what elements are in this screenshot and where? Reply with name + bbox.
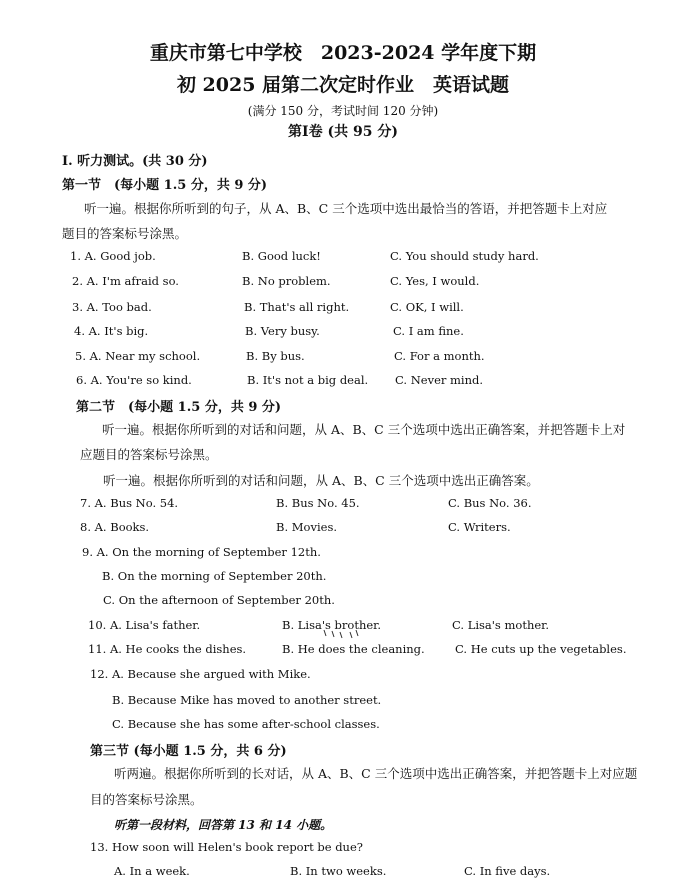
q13-stem: 13. How soon will Helen's book report be due? — [90, 840, 363, 854]
q13-option-b: B. In two weeks. — [290, 864, 387, 878]
q8-option-a: 8. A. Books. — [80, 520, 150, 534]
q5-option-c: C. For a month. — [394, 349, 485, 363]
q7-option-c: C. Bus No. 36. — [448, 496, 532, 510]
q5-option-a: 5. A. Near my school. — [75, 349, 201, 363]
exam-score-note: (满分 150 分，考试时间 120 分钟) — [247, 104, 439, 118]
q7-option-b: B. Bus No. 45. — [276, 496, 360, 510]
exam-title-line2: 初 2025 届第二次定时作业 英语试题 — [176, 74, 510, 96]
q4-option-a: 4. A. It's big. — [74, 324, 149, 338]
q12-option-b: B. Because Mike has moved to another street. — [112, 693, 382, 707]
q10-option-b: B. Lisa's brother. — [282, 618, 382, 632]
q6-option-b: B. It's not a big deal. — [247, 373, 369, 387]
material-1-note: 听第一段材料，回答第 13 和 14 小题。 — [114, 818, 333, 832]
q2-option-a: 2. A. I'm afraid so. — [72, 274, 179, 288]
q11-option-a: 11. A. He cooks the dishes. — [88, 642, 247, 656]
q10-option-c: C. Lisa's mother. — [452, 618, 550, 632]
q2-option-b: B. No problem. — [242, 274, 331, 288]
subsection-3-heading: 第三节 (每小题 1.5 分，共 6 分) — [90, 744, 287, 759]
subsection-1-instruction-line1: 听一遍。根据你所听到的句子，从 A、B、C 三个选项中选出最恰当的答语，并把答题卡上对应 — [84, 201, 608, 216]
exam-title-line1: 重庆市第七中学校 2023-2024 学年度下期 — [149, 42, 537, 64]
q7-option-a: 7. A. Bus No. 54. — [80, 496, 179, 510]
q5-option-b: B. By bus. — [246, 349, 305, 363]
section-listening-heading: I. 听力测试。(共 30 分) — [62, 154, 208, 169]
q8-option-c: C. Writers. — [448, 520, 511, 534]
q3-option-a: 3. A. Too bad. — [72, 300, 152, 314]
q8-option-b: B. Movies. — [276, 520, 337, 534]
q4-option-b: B. Very busy. — [245, 324, 320, 338]
subsection-3-instruction-line2: 目的答案标号涂黑。 — [90, 792, 203, 807]
q10-option-a: 10. A. Lisa's father. — [88, 618, 201, 632]
subsection-1-heading: 第一节 (每小题 1.5 分，共 9 分) — [62, 178, 268, 193]
q9-option-c: C. On the afternoon of September 20th. — [103, 593, 335, 607]
q1-option-a: 1. A. Good job. — [70, 249, 156, 263]
q6-option-c: C. Never mind. — [395, 373, 484, 387]
q11-option-b: B. He does the cleaning. — [282, 642, 425, 656]
q3-option-c: C. OK, I will. — [390, 300, 464, 314]
q12-option-c: C. Because she has some after-school classes. — [112, 717, 380, 731]
q3-option-b: B. That's all right. — [244, 300, 350, 314]
subsection-1-instruction-line2: 题目的答案标号涂黑。 — [62, 226, 188, 241]
q13-option-c: C. In five days. — [464, 864, 551, 878]
q1-option-b: B. Good luck! — [242, 249, 321, 263]
subsection-2-instruction-line1: 听一遍。根据你所听到的对话和问题，从 A、B、C 三个选项中选出正确答案，并把答题卡上对 — [102, 422, 626, 437]
q1-option-c: C. You should study hard. — [390, 249, 539, 263]
part-one-heading: 第Ⅰ卷 (共 95 分) — [288, 124, 398, 140]
q2-option-c: C. Yes, I would. — [390, 274, 480, 288]
q9-option-b: B. On the morning of September 20th. — [102, 569, 327, 583]
q9-option-a: 9. A. On the morning of September 12th. — [82, 545, 321, 559]
subsection-2-instruction-line3: 听一遍。根据你所听到的对话和问题，从 A、B、C 三个选项中选出正确答案。 — [103, 473, 539, 488]
subsection-3-instruction-line1: 听两遍。根据你所听到的长对话，从 A、B、C 三个选项中选出正确答案，并把答题卡上对应题 — [114, 766, 638, 781]
q13-option-a: A. In a week. — [114, 864, 190, 878]
q11-option-c: C. He cuts up the vegetables. — [455, 642, 627, 656]
pencil-mark-icon — [322, 628, 362, 642]
q6-option-a: 6. A. You're so kind. — [76, 373, 192, 387]
q4-option-c: C. I am fine. — [393, 324, 464, 338]
q12-option-a: 12. A. Because she argued with Mike. — [90, 667, 311, 681]
subsection-2-instruction-line2: 应题目的答案标号涂黑。 — [80, 447, 218, 462]
subsection-2-heading: 第二节 (每小题 1.5 分，共 9 分) — [76, 400, 282, 415]
